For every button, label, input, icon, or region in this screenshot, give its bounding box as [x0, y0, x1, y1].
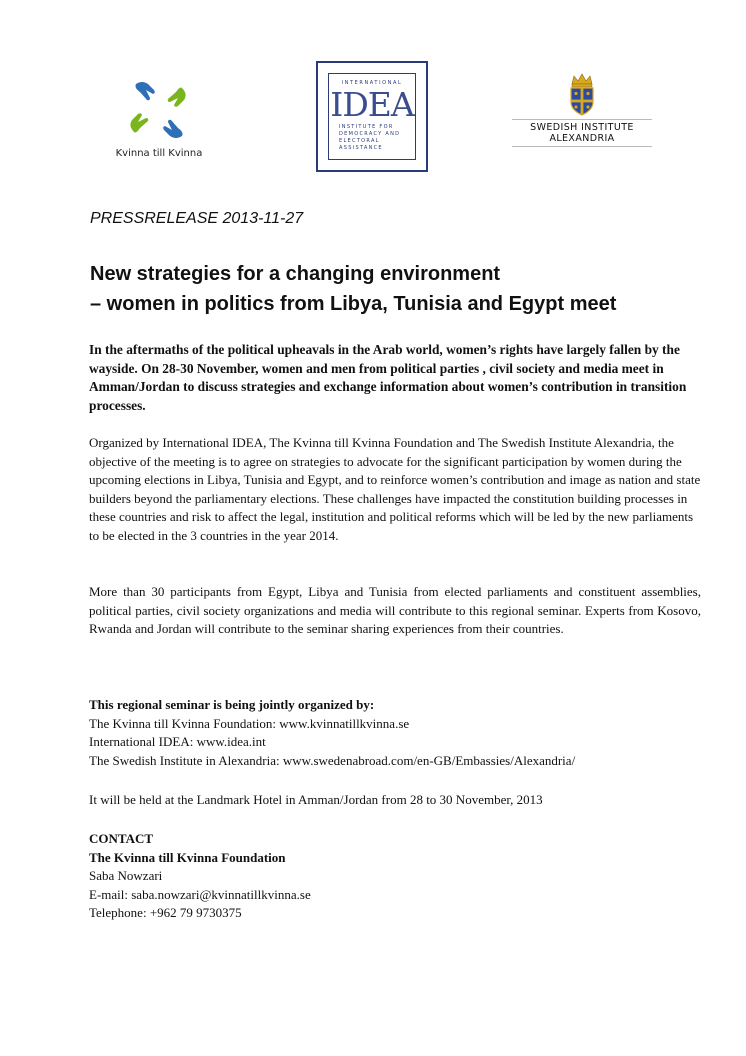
idea-logo-frame: [328, 73, 416, 160]
organizers-section: [89, 696, 709, 770]
lead-paragraph: In the aftermaths of the political upheavals in the Arab world, women’s rights have largely fallen by the wayside. On 28-30 November, women and men from political parties , civil society and media meet in Amman/Jordan to discuss strategies and exchange information about women’s contribution in transition processes.: [89, 342, 687, 413]
contact-email: E-mail: saba.nowzari@kvinnatillkvinna.se: [89, 886, 311, 902]
body-paragraph-participants: More than 30 participants from Egypt, Libya and Tunisia from elected parliaments and constituent assemblies, political parties, civil society organizations and media will contribute to this regional seminar. Experts from Kosovo, Rwanda and Jordan will contribute to the seminar sharing experiences from their countries.: [89, 584, 701, 636]
page-title: [90, 259, 710, 319]
organizer-line: International IDEA: www.idea.int: [89, 734, 266, 749]
crown-shield-icon: [566, 72, 598, 116]
international-idea-logo: [316, 61, 428, 172]
pressrelease-date: PRESSRELEASE 2013-11-27: [90, 210, 304, 227]
contact-organization: The Kvinna till Kvinna Foundation: [89, 849, 286, 865]
venue-line: It will be held at the Landmark Hotel in Amman/Jordan from 28 to 30 November, 2013: [89, 792, 543, 807]
kvinna-till-kvinna-logo: [104, 78, 214, 168]
swedish-institute-logo: [508, 72, 656, 152]
kvinna-logo-caption: Kvinna till Kvinna: [115, 148, 203, 159]
swedish-logo-name-line2: ALEXANDRIA: [549, 133, 615, 144]
title-line-2: – women in politics from Libya, Tunisia and Egypt meet: [90, 293, 617, 315]
idea-logo-top-text: INTERNATIONAL: [341, 80, 403, 86]
swedish-logo-rule-top: [512, 119, 652, 120]
organizer-line: The Swedish Institute in Alexandria: www.swedenabroad.com/en-GB/Embassies/Alexandria/: [89, 752, 576, 768]
organizer-line: The Kvinna till Kvinna Foundation: www.kvinnatillkvinna.se: [89, 715, 410, 731]
four-hands-icon: [126, 78, 192, 142]
idea-logo-line: ELECTORAL: [339, 138, 380, 144]
idea-logo-line: INSTITUTE FOR: [339, 124, 394, 130]
contact-section: [89, 830, 709, 923]
idea-logo-subtext: [339, 124, 409, 152]
swedish-logo-rule-bottom: [512, 146, 652, 147]
idea-logo-wordmark: IDEA: [330, 85, 414, 124]
body-paragraph-organized: Organized by International IDEA, The Kvinna till Kvinna Foundation and The Swedish Institute Alexandria, the objective of the meeting is to agree on strategies to advocate for the significant participation by women during the upcoming elections in Libya, Tunisia and Egypt, and to reinforce women’s contribution and image as nation and state builders beyond the parliamentary elections. These challenges have impacted the constitution building processes in these countries and risk to affect the legal, institution and political reforms which will be led by the new parliaments to be elected in the 3 countries in the year 2014.: [89, 435, 701, 543]
idea-logo-line: DEMOCRACY AND: [339, 131, 401, 137]
organizers-heading: This regional seminar is being jointly organized by:: [89, 697, 375, 712]
contact-phone: Telephone: +962 79 9730375: [89, 905, 242, 920]
contact-person: Saba Nowzari: [89, 868, 163, 883]
title-line-1: New strategies for a changing environment: [90, 263, 501, 285]
swedish-logo-name-line1: SWEDISH INSTITUTE: [530, 122, 634, 133]
contact-heading: CONTACT: [89, 831, 154, 846]
venue-section: [89, 791, 709, 810]
idea-logo-line: ASSISTANCE: [339, 145, 383, 151]
